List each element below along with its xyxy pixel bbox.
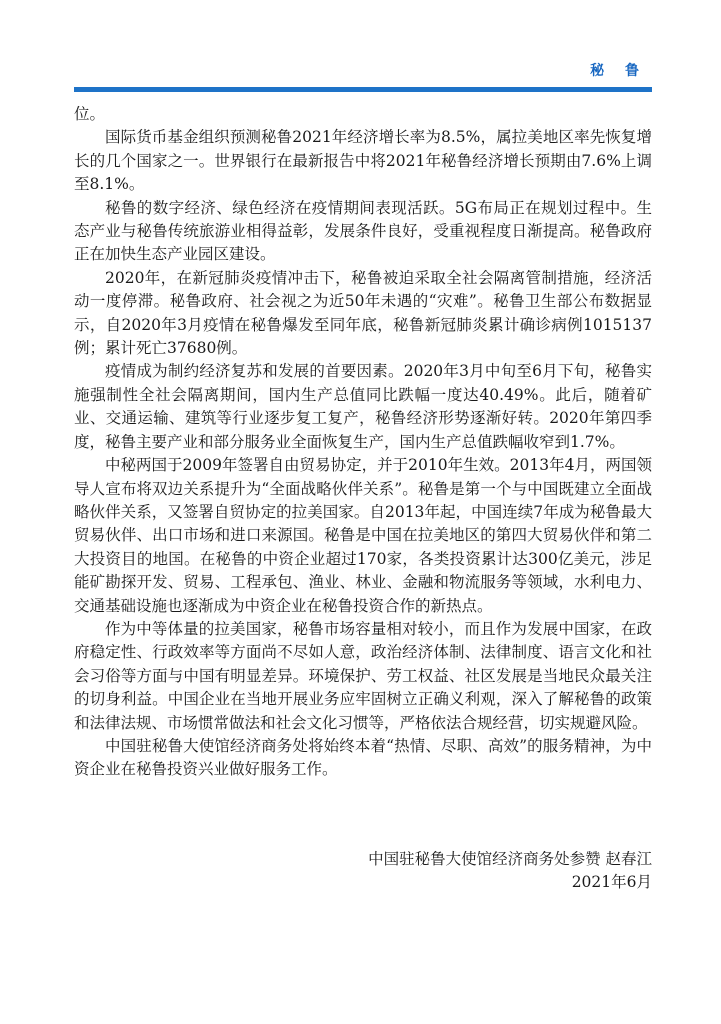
paragraph-continuation: 位。 <box>74 105 106 123</box>
header-divider <box>74 87 652 92</box>
paragraph-digital-economy: 秘鲁的数字经济、绿色经济在疫情期间表现活跃。5G布局正在规划过程中。生态产业与秘鲁传统旅游业相得益彰，发展条件良好，受重视程度日渐提高。秘鲁政府正在加快生态产业园区建设。 <box>74 198 652 264</box>
signature-author: 中国驻秘鲁大使馆经济商务处参赞 赵春江 <box>368 850 652 868</box>
paragraph-economic-recovery: 疫情成为制约经济复苏和发展的首要因素。2020年3月中旬至6月下旬，秘鲁实施强制性全社会隔离期间，国内生产总值同比跌幅一度达40.49%。此后，随着矿业、交通运输、建筑等行业逐步复工复产，秘鲁经济形势逐渐好转。2020年第四季度，秘鲁主要产业和部分服务业全面恢复生产，国内生产总值跌幅收窄到1.7%。 <box>74 362 652 451</box>
page-header-title: 秘 鲁 <box>590 63 647 79</box>
paragraph-business-environment: 作为中等体量的拉美国家，秘鲁市场容量相对较小，而且作为发展中国家，在政府稳定性、行政效率等方面尚不尽如人意，政治经济体制、法律制度、语言文化和社会习俗等方面与中国有明显差异。环境保护、劳工权益、社区发展是当地民众最关注的切身利益。中国企业在当地开展业务应牢固树立正确义利观，深入了解秘鲁的政策和法律法规、市场惯常做法和社会文化习惯等，严格依法合规经营，切实规避风险。 <box>74 619 652 732</box>
paragraph-imf-forecast: 国际货币基金组织预测秘鲁2021年经济增长率为8.5%，属拉美地区率先恢复增长的几个国家之一。世界银行在最新报告中将2021年秘鲁经济增长预期由7.6%上调至8.1%。 <box>74 128 652 194</box>
signature-block <box>74 848 652 895</box>
paragraph-embassy-service: 中国驻秘鲁大使馆经济商务处将始终本着“热情、尽职、高效”的服务精神，为中资企业在秘鲁投资兴业做好服务工作。 <box>74 736 652 779</box>
paragraph-covid-impact: 2020年，在新冠肺炎疫情冲击下，秘鲁被迫采取全社会隔离管制措施，经济活动一度停滞。秘鲁政府、社会视之为近50年未遇的“灾难”。秘鲁卫生部公布数据显示，自2020年3月疫情在秘鲁爆发至同年底，秘鲁新冠肺炎累计确诊病例1015137例；累计死亡37680例。 <box>74 268 652 358</box>
signature-date: 2021年6月 <box>571 873 652 892</box>
paragraph-bilateral-relations: 中秘两国于2009年签署自由贸易协定，并于2010年生效。2013年4月，两国领导人宣布将双边关系提升为“全面战略伙伴关系”。秘鲁是第一个与中国既建立全面战略伙伴关系，又签署自贸协定的拉美国家。自2013年起，中国连续7年成为秘鲁最大贸易伙伴、出口市场和进口来源国。秘鲁是中国在拉美地区的第四大贸易伙伴和第二大投资目的地国。在秘鲁的中资企业超过170家，各类投资累计达300亿美元，涉足能矿勘探开发、贸易、工程承包、渔业、林业、金融和物流服务等领域，水利电力、交通基础设施也逐渐成为中资企业在秘鲁投资合作的新热点。 <box>74 456 652 615</box>
body-text <box>74 103 652 782</box>
